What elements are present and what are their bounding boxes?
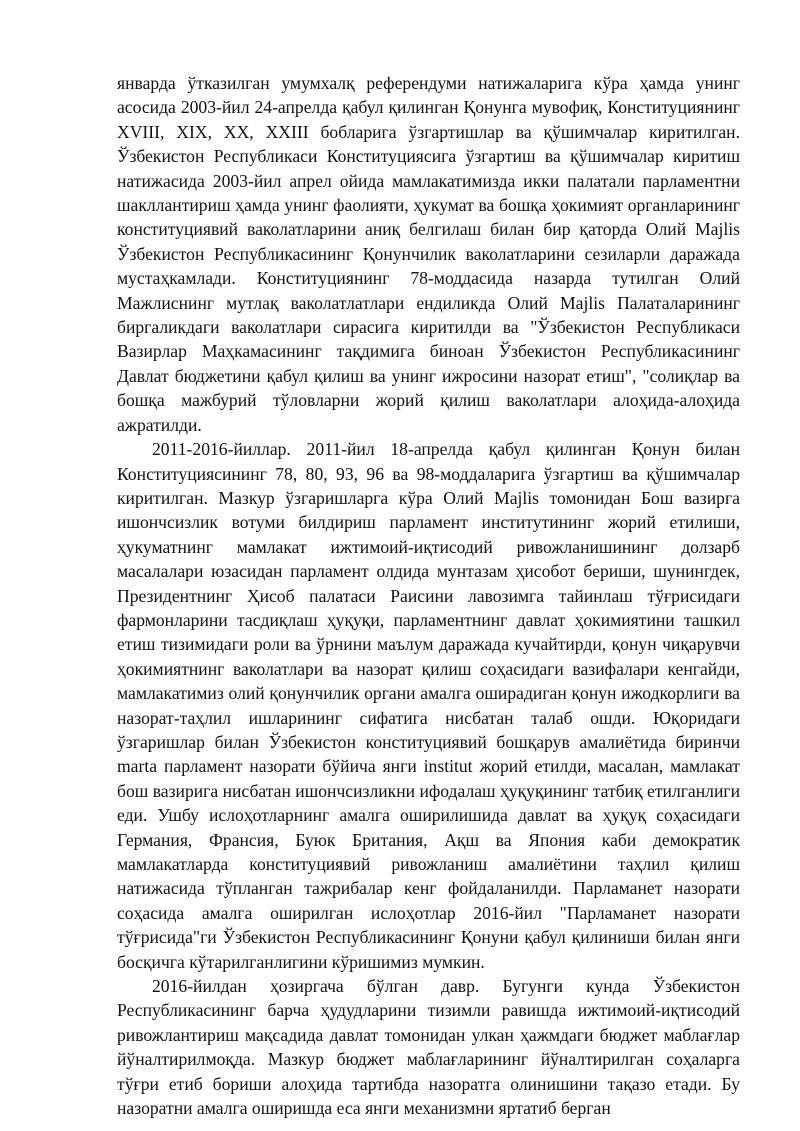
- paragraph-2003-amendments: январда ўтказилган умумхалқ референдуми натижаларига кўра ҳамда унинг асосида 2003-йил 24-апрелда қабул қилинган Қонунга мувофиқ, Конституциянинг XVIII, XIX, XX, XXIII бобларига ўзгартишлар ва қўшимчалар киритилган. Ўзбекистон Республикаси Конституциясига ўзгартиш ва қўшимчалар киритиш натижасида 2003-йил апрел ойида мамлакатимизда икки палатали парламентни шакллантириш ҳамда унинг фаолияти, ҳукумат ва бошқа ҳокимият органларининг конституциявий ваколатларини аниқ белгилаш билан бир қаторда Олий Majlis Ўзбекистон Республикасининг Қонунчилик ваколатларини сезиларли даражада мустаҳкамлади. Конституциянинг 78-моддасида назарда тутилган Олий Мажлиснинг мутлақ ваколатлатлари ендиликда Олий Majlis Палаталарининг биргаликдаги ваколатлари сирасига киритилди ва "Ўзбекистон Республикаси Вазирлар Маҳкамасининг тақдимига биноан Ўзбекистон Республикасининг Давлат бюджетини қабул қилиш ва унинг ижросини назорат етиш", "солиқлар ва бошқа мажбурий тўловларни жорий қилиш ваколатлари алоҳида-алоҳида ажратилди.: [117, 73, 740, 435]
- document-page: [117, 71, 740, 1120]
- paragraph-2016-present: 2016-йилдан ҳозиргача бўлган давр. Бугунги кунда Ўзбекистон Республикасининг барча ҳудудларини тизимли равишда ижтимоий-иқтисодий ривожлантириш мақсадида давлат томонидан улкан ҳажмдаги бюджет маблағлар йўналтирилмоқда. Мазкур бюджет маблағларининг йўналтирилган соҳаларга тўғри етиб бориши алоҳида тартибда назоратга олинишини тақазо етади. Бу назоратни амалга оширишда еса янги механизмни яртатиб берган: [117, 976, 740, 1119]
- paragraph-2011-2016: 2011-2016-йиллар. 2011-йил 18-апрелда қабул қилинган Қонун билан Конституциясининг 78, 80, 93, 96 ва 98-моддаларига ўзгартиш ва қўшимчалар киритилган. Мазкур ўзгаришларга кўра Олий Majlis томонидан Бош вазирга ишончсизлик вотуми билдириш парламент институтининг жорий етилиши, ҳукуматнинг мамлакат ижтимоий-иқтисодий ривожланишининг долзарб масалалари юзасидан парламент олдида мунтазам ҳисобот бериши, шунингдек, Президентнинг Ҳисоб палатаси Раисини лавозимга тайинлаш тўғрисидаги фармонларини тасдиқлаш ҳуқуқи, парламентнинг давлат ҳокимиятини ташкил етиш тизимидаги роли ва ўрнини маълум даражада кучайтирди, қонун чиқарувчи ҳокимиятнинг ваколатлари ва назорат қилиш соҳасидаги вазифалари кенгайди, мамлакатимиз олий қонунчилик органи амалга оширадиган қонун ижодкорлиги ва назорат-таҳлил ишларининг сифатига нисбатан талаб ошди. Юқоридаги ўзгаришлар билан Ўзбекистон конституциявий бошқарув амалиётида биринчи marta парламент назорати бўйича янги institut жорий етилди, масалан, мамлакат бош вазирига нисбатан ишончсизликни ифодалаш ҳуқуқининг татбиқ етилганлиги еди. Ушбу ислоҳотларнинг амалга оширилишида давлат ва ҳуқуқ соҳасидаги Германия, Франсия, Буюк Британия, Ақш ва Япония каби демократик мамлакатларда конституциявий ривожланиш амалиётини таҳлил қилиш натижасида тўпланган тажрибалар кенг фойдаланилди. Парламанет назорати соҳасида амалга оширилган ислоҳотлар 2016-йил "Парламанет назорати тўғрисида"ги Ўзбекистон Республикасининг Қонуни қабул қилиниши билан янги босқичга кўтарилганлигини кўришимиз мумкин.: [117, 439, 740, 972]
